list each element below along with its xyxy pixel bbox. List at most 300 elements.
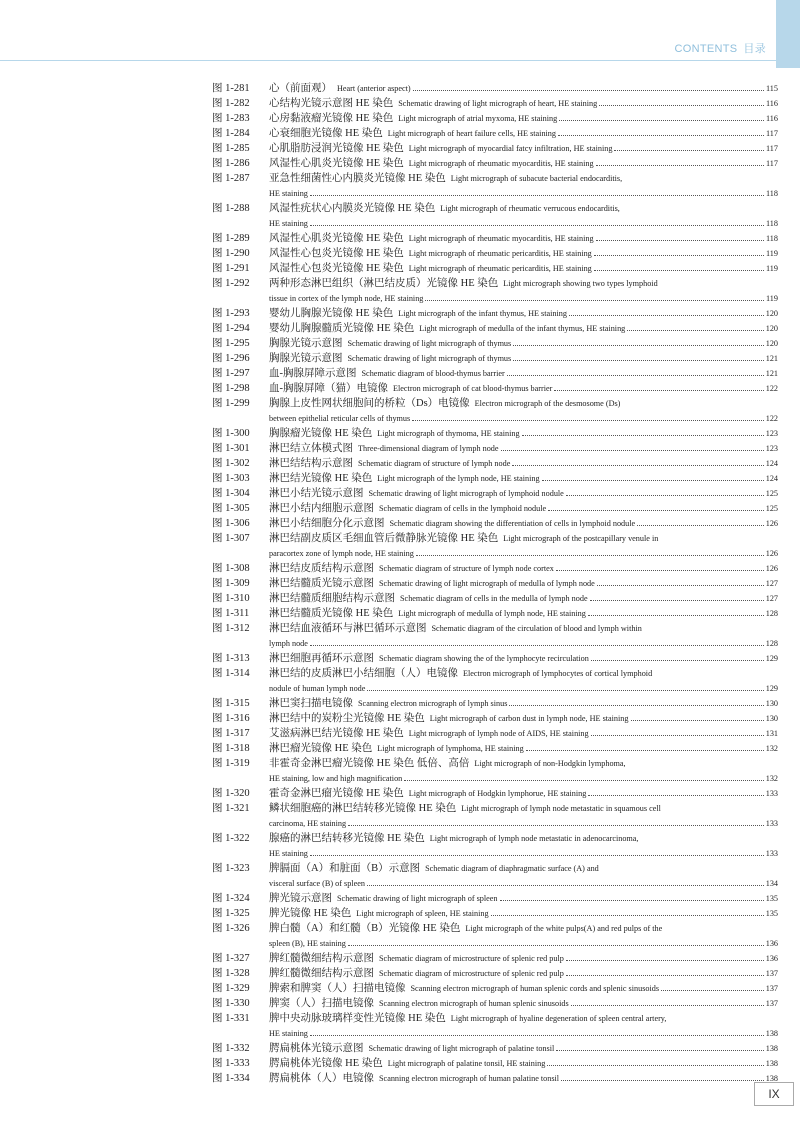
english-title: Light micrograph of medulla of lymph node, HE staining — [398, 609, 586, 618]
page-ref: 126 — [765, 564, 778, 573]
english-title: Schematic drawing of light micrograph of spleen — [337, 894, 498, 903]
entry-line-continued — [269, 876, 778, 891]
english-title-continued: HE staining — [269, 1029, 308, 1038]
figure-number: 图 1-292 — [212, 278, 250, 289]
toc-entry — [212, 651, 778, 666]
english-title: Schematic drawing of light micrograph of medulla of lymph node — [379, 579, 595, 588]
figure-number: 图 1-298 — [212, 383, 250, 394]
chinese-title: 脾膈面（A）和脏面（B）示意图 — [269, 863, 421, 874]
toc-entry — [212, 756, 778, 786]
figure-number: 图 1-308 — [212, 563, 250, 574]
entry-title — [269, 561, 554, 576]
entry-body — [269, 696, 778, 711]
toc-entry — [212, 1041, 778, 1056]
entry-line — [269, 276, 778, 291]
entry-title — [269, 951, 564, 966]
english-title: Light micrograph of lymph node of AIDS, HE staining — [408, 729, 589, 738]
english-title: Schematic diagram of cells in the lymphoid nodule — [379, 504, 547, 513]
entry-title — [269, 366, 505, 381]
page-ref: 137 — [765, 969, 778, 978]
entry-title — [269, 456, 510, 471]
entry-title — [269, 996, 569, 1011]
english-title: Light micrograph of rheumatic verrucous endocarditis, — [440, 204, 620, 213]
toc-entry — [212, 921, 778, 951]
english-title: Light micrograph of rheumatic myocarditis, HE staining — [408, 234, 594, 243]
english-title: Light micrograph of non-Hodgkin lymphoma, — [474, 759, 626, 768]
entry-body — [269, 306, 778, 321]
dot-leader — [594, 270, 764, 271]
entry-body — [269, 501, 778, 516]
entry-title-continued — [269, 291, 423, 306]
figure-number: 图 1-328 — [212, 968, 250, 979]
entry-title-continued — [269, 1026, 308, 1041]
page-ref: 132 — [765, 744, 778, 753]
chinese-title: 心肌脂肪浸润光镜像 HE 染色 — [269, 143, 404, 154]
entry-title — [269, 756, 626, 771]
toc-entry — [212, 396, 778, 426]
toc-entry — [212, 156, 778, 171]
entry-body — [269, 606, 778, 621]
chinese-title: 腭扁桃体光镜示意图 — [269, 1043, 364, 1054]
entry-body — [269, 96, 778, 111]
english-title: Schematic drawing of light micrograph of lymphoid nodule — [368, 489, 564, 498]
toc-entry — [212, 246, 778, 261]
entry-title — [269, 171, 622, 186]
entry-body — [269, 576, 778, 591]
entry-body — [269, 516, 778, 531]
entry-line — [269, 201, 778, 216]
chinese-title: 婴幼儿胸腺光镜像 HE 染色 — [269, 308, 394, 319]
figure-number: 图 1-333 — [212, 1058, 250, 1069]
dot-leader — [569, 315, 764, 316]
running-header — [674, 40, 766, 56]
entry-title-continued — [269, 816, 346, 831]
entry-line-continued — [269, 411, 778, 426]
chinese-title: 风湿性心肌炎光镜像 HE 染色 — [269, 158, 404, 169]
entry-title — [269, 351, 511, 366]
dot-leader — [404, 780, 763, 781]
entry-title — [269, 906, 489, 921]
figure-number: 图 1-317 — [212, 728, 250, 739]
english-title: Electron micrograph of lymphocytes of cortical lymphoid — [463, 669, 653, 678]
entry-body — [269, 1011, 778, 1041]
entry-body — [269, 951, 778, 966]
dot-leader — [513, 345, 764, 346]
entry-line — [269, 981, 778, 996]
figure-number: 图 1-319 — [212, 758, 250, 769]
chinese-title: 淋巴小结内细胞示意图 — [269, 503, 374, 514]
page-ref: 120 — [765, 339, 778, 348]
entry-title-continued — [269, 771, 402, 786]
dot-leader — [310, 1035, 764, 1036]
dot-leader — [661, 990, 764, 991]
figure-number: 图 1-294 — [212, 323, 250, 334]
entry-title — [269, 1056, 545, 1071]
entry-line — [269, 366, 778, 381]
figure-number: 图 1-334 — [212, 1073, 250, 1084]
entry-body — [269, 81, 778, 96]
dot-leader — [542, 480, 764, 481]
entry-body — [269, 351, 778, 366]
dot-leader — [547, 1065, 763, 1066]
entry-line — [269, 501, 778, 516]
entry-title — [269, 276, 658, 291]
figure-number: 图 1-311 — [212, 608, 250, 619]
page-ref: 118 — [766, 189, 778, 198]
figure-number: 图 1-323 — [212, 863, 250, 874]
entry-line — [269, 531, 778, 546]
entry-title — [269, 96, 597, 111]
english-title: Light micrograph of the lymph node, HE staining — [377, 474, 540, 483]
page-ref: 120 — [765, 309, 778, 318]
chinese-title: 腺癌的淋巴结转移光镜像 HE 染色 — [269, 833, 425, 844]
entry-body — [269, 921, 778, 951]
dot-leader — [416, 555, 764, 556]
toc-entry — [212, 111, 778, 126]
entry-line-continued — [269, 186, 778, 201]
chinese-title: 风湿性疣状心内膜炎光镜像 HE 染色 — [269, 203, 436, 214]
toc-entry — [212, 501, 778, 516]
figure-number: 图 1-327 — [212, 953, 250, 964]
dot-leader — [631, 720, 764, 721]
english-title-continued: visceral surface (B) of spleen — [269, 879, 365, 888]
dot-leader — [413, 90, 764, 91]
entry-body — [269, 906, 778, 921]
entry-line — [269, 261, 778, 276]
figure-number: 图 1-293 — [212, 308, 250, 319]
figure-number: 图 1-286 — [212, 158, 250, 169]
toc-entry — [212, 441, 778, 456]
page-ref: 122 — [765, 384, 778, 393]
toc-entry — [212, 741, 778, 756]
chinese-title: 两种形态淋巴组织（淋巴结皮质）光镜像 HE 染色 — [269, 278, 499, 289]
toc-entry — [212, 696, 778, 711]
page-ref: 136 — [765, 954, 778, 963]
dot-leader — [571, 1005, 764, 1006]
page-ref: 136 — [765, 939, 778, 948]
chinese-title: 脾光镜像 HE 染色 — [269, 908, 352, 919]
entry-body — [269, 726, 778, 741]
entry-body — [269, 441, 778, 456]
figure-number: 图 1-313 — [212, 653, 250, 664]
page-ref: 123 — [765, 429, 778, 438]
chinese-title: 脾白髓（A）和红髓（B）光镜像 HE 染色 — [269, 923, 461, 934]
english-title: Schematic drawing of light micrograph of palatine tonsil — [368, 1044, 555, 1053]
entry-line — [269, 606, 778, 621]
toc-entry — [212, 456, 778, 471]
toc-entry — [212, 531, 778, 561]
chinese-title: 脾中央动脉玻璃样变性光镜像 HE 染色 — [269, 1013, 446, 1024]
chinese-title: 淋巴窦扫描电镜像 — [269, 698, 353, 709]
entry-title-continued — [269, 876, 365, 891]
dot-leader — [627, 330, 763, 331]
dot-leader — [348, 825, 764, 826]
entry-title-continued — [269, 186, 308, 201]
entry-title — [269, 156, 594, 171]
entry-title — [269, 726, 589, 741]
figure-number: 图 1-289 — [212, 233, 250, 244]
chinese-title: 胸腺光镜示意图 — [269, 338, 343, 349]
english-title: Light micrograph of spleen, HE staining — [356, 909, 489, 918]
dot-leader — [590, 600, 764, 601]
toc-entry — [212, 321, 778, 336]
figure-number: 图 1-296 — [212, 353, 250, 364]
english-title-continued: tissue in cortex of the lymph node, HE staining — [269, 294, 424, 303]
toc-entry — [212, 276, 778, 306]
chinese-title: 心衰细胞光镜像 HE 染色 — [269, 128, 383, 139]
page-ref: 126 — [765, 519, 778, 528]
chinese-title: 淋巴细胞再循环示意图 — [269, 653, 374, 664]
figure-number: 图 1-288 — [212, 203, 250, 214]
dot-leader — [491, 915, 764, 916]
chinese-title: 艾滋病淋巴结光镜像 HE 染色 — [269, 728, 404, 739]
entry-body — [269, 456, 778, 471]
entry-body — [269, 1041, 778, 1056]
english-title: Light micrograph of carbon dust in lymph node, HE staining — [429, 714, 629, 723]
figure-number: 图 1-315 — [212, 698, 250, 709]
toc-entry — [212, 951, 778, 966]
entry-body — [269, 996, 778, 1011]
entry-title — [269, 921, 662, 936]
page-ref: 130 — [765, 699, 778, 708]
chinese-title: 血-胸腺屏障示意图 — [269, 368, 357, 379]
dot-leader — [512, 465, 763, 466]
toc-entry — [212, 1056, 778, 1071]
english-title-continued: HE staining — [269, 849, 308, 858]
entry-line — [269, 246, 778, 261]
chinese-title: 脾光镜示意图 — [269, 893, 332, 904]
toc-entry — [212, 96, 778, 111]
chinese-title: 脾红髓微细结构示意图 — [269, 968, 374, 979]
entry-body — [269, 246, 778, 261]
entry-line — [269, 516, 778, 531]
english-title: Schematic diagram of structure of lymph node — [358, 459, 511, 468]
entry-title — [269, 711, 629, 726]
figure-number: 图 1-305 — [212, 503, 250, 514]
entry-line — [269, 666, 778, 681]
entry-line — [269, 306, 778, 321]
english-title: Light micrograph of heart failure cells, HE staining — [387, 129, 556, 138]
toc-entry — [212, 171, 778, 201]
page-ref: 121 — [765, 354, 778, 363]
english-title: Light micrograph of myocardial fatcy infiltration, HE staining — [408, 144, 613, 153]
toc-entry — [212, 381, 778, 396]
toc-entry — [212, 306, 778, 321]
entry-line — [269, 966, 778, 981]
page-ref: 138 — [765, 1029, 778, 1038]
entry-line — [269, 456, 778, 471]
english-title: Schematic diagram of blood-thymus barrier — [361, 369, 505, 378]
contents-label-cn: 目录 — [743, 43, 766, 55]
entry-title-continued — [269, 846, 308, 861]
english-title: Schematic drawing of light micrograph of thymus — [347, 354, 512, 363]
page-ref: 125 — [765, 504, 778, 513]
entry-line — [269, 741, 778, 756]
entry-line — [269, 1011, 778, 1026]
toc-entry — [212, 81, 778, 96]
dot-leader — [367, 885, 764, 886]
page-ref: 135 — [765, 894, 778, 903]
entry-line-continued — [269, 291, 778, 306]
page-ref: 121 — [765, 369, 778, 378]
figure-number: 图 1-312 — [212, 623, 250, 634]
figure-number: 图 1-330 — [212, 998, 250, 1009]
english-title: Light micrograph of rheumatic pericarditis, HE staining — [408, 249, 592, 258]
chinese-title: 霍奇金淋巴瘤光镜像 HE 染色 — [269, 788, 404, 799]
entry-body — [269, 621, 778, 651]
entry-title — [269, 966, 564, 981]
entry-line — [269, 951, 778, 966]
chinese-title: 淋巴结中的炭粉尘光镜像 HE 染色 — [269, 713, 425, 724]
entry-line — [269, 171, 778, 186]
english-title: Light micrograph of rheumatic pericarditis, HE staining — [408, 264, 592, 273]
english-title: Schematic drawing of light micrograph of heart, HE staining — [398, 99, 598, 108]
chinese-title: 淋巴小结细胞分化示意图 — [269, 518, 385, 529]
entry-body — [269, 336, 778, 351]
entry-line — [269, 1071, 778, 1086]
english-title: Schematic diagram of structure of lymph node cortex — [379, 564, 554, 573]
page-ref: 124 — [765, 474, 778, 483]
figure-number: 图 1-281 — [212, 83, 250, 94]
entry-title — [269, 126, 556, 141]
chinese-title: 胸腺上皮性网状细胞间的桥粒（Ds）电镜像 — [269, 398, 470, 409]
entry-body — [269, 321, 778, 336]
toc-entry — [212, 1071, 778, 1086]
figure-number: 图 1-284 — [212, 128, 250, 139]
dot-leader — [566, 960, 764, 961]
english-title: Schematic diagram showing the differentiation of cells in lymphoid nodule — [389, 519, 636, 528]
entry-title — [269, 486, 564, 501]
chinese-title: 心房黏液瘤光镜像 HE 染色 — [269, 113, 394, 124]
entry-line — [269, 81, 778, 96]
chinese-title: 风湿性心肌炎光镜像 HE 染色 — [269, 233, 404, 244]
contents-label: CONTENTS — [674, 43, 738, 55]
dot-leader — [594, 255, 764, 256]
entry-line-continued — [269, 636, 778, 651]
entry-body — [269, 756, 778, 786]
entry-body — [269, 231, 778, 246]
figure-number: 图 1-302 — [212, 458, 250, 469]
english-title: Light micrograph of the postcapillary venule in — [503, 534, 659, 543]
entry-body — [269, 141, 778, 156]
page-ref: 128 — [765, 639, 778, 648]
side-color-tab — [776, 0, 800, 68]
toc-entry — [212, 426, 778, 441]
figure-number: 图 1-285 — [212, 143, 250, 154]
english-title: Schematic diagram of microstructure of splenic red pulp — [379, 969, 564, 978]
chinese-title: 淋巴结副皮质区毛细血管后微静脉光镜像 HE 染色 — [269, 533, 499, 544]
dot-leader — [310, 195, 764, 196]
page-ref: 118 — [766, 234, 778, 243]
entry-line — [269, 96, 778, 111]
page-ref: 129 — [765, 684, 778, 693]
dot-leader — [566, 495, 764, 496]
entry-line — [269, 426, 778, 441]
english-title: Electron micrograph of the desmosome (Ds) — [474, 399, 621, 408]
entry-line — [269, 441, 778, 456]
entry-line — [269, 861, 778, 876]
chinese-title: 淋巴瘤光镜像 HE 染色 — [269, 743, 373, 754]
english-title: Electron micrograph of cat blood-thymus barrier — [393, 384, 553, 393]
header-rule — [0, 60, 800, 61]
figure-number: 图 1-283 — [212, 113, 250, 124]
english-title: Heart (anterior aspect) — [337, 84, 411, 93]
toc-entry — [212, 891, 778, 906]
toc-entry — [212, 516, 778, 531]
toc-entry — [212, 366, 778, 381]
entry-title — [269, 321, 625, 336]
page-number: IX — [754, 1082, 794, 1106]
figure-number: 图 1-297 — [212, 368, 250, 379]
entry-title — [269, 831, 638, 846]
english-title: Light micrograph of hyaline degeneration of spleen central artery, — [450, 1014, 667, 1023]
english-title: Scanning electron micrograph of human palatine tonsil — [379, 1074, 560, 1083]
chinese-title: 淋巴结髓质光镜示意图 — [269, 578, 374, 589]
toc-entry — [212, 621, 778, 651]
toc-entry — [212, 786, 778, 801]
page-ref: 137 — [765, 999, 778, 1008]
entry-body — [269, 591, 778, 606]
entry-line — [269, 726, 778, 741]
entry-line-continued — [269, 1026, 778, 1041]
toc-entry — [212, 126, 778, 141]
english-title-continued: nodule of human lymph node — [269, 684, 366, 693]
toc-entry — [212, 351, 778, 366]
page-ref: 127 — [765, 594, 778, 603]
chinese-title: 心（前面观） — [269, 83, 332, 94]
chinese-title: 脾窦（人）扫描电镜像 — [269, 998, 374, 1009]
dot-leader — [614, 150, 764, 151]
toc-entry — [212, 201, 778, 231]
entry-title — [269, 471, 540, 486]
figure-number: 图 1-324 — [212, 893, 250, 904]
figure-number: 图 1-325 — [212, 908, 250, 919]
dot-leader — [425, 300, 764, 301]
english-title: Light micrograph of palatine tonsil, HE staining — [387, 1059, 546, 1068]
entry-body — [269, 261, 778, 276]
dot-leader — [310, 225, 764, 226]
figure-number: 图 1-307 — [212, 533, 250, 544]
entry-title — [269, 666, 652, 681]
english-title: Schematic drawing of light micrograph of thymus — [347, 339, 512, 348]
toc-entry — [212, 711, 778, 726]
entry-title — [269, 246, 592, 261]
toc-entry — [212, 336, 778, 351]
entry-body — [269, 201, 778, 231]
dot-leader — [591, 735, 764, 736]
entry-title — [269, 591, 588, 606]
entry-title — [269, 201, 620, 216]
entry-title — [269, 576, 595, 591]
entry-title — [269, 516, 635, 531]
page-ref: 133 — [765, 849, 778, 858]
chinese-title: 淋巴结血液循环与淋巴循环示意图 — [269, 623, 427, 634]
entry-title — [269, 381, 552, 396]
figure-number: 图 1-321 — [212, 803, 250, 814]
toc-entry — [212, 471, 778, 486]
entry-body — [269, 111, 778, 126]
entry-title — [269, 1071, 559, 1086]
english-title: Light micrograph of lymph node metastatic in adenocarcinoma, — [429, 834, 639, 843]
entry-body — [269, 1056, 778, 1071]
figure-number: 图 1-316 — [212, 713, 250, 724]
toc-entry — [212, 486, 778, 501]
figure-number: 图 1-331 — [212, 1013, 250, 1024]
chinese-title: 鳞状细胞癌的淋巴结转移光镜像 HE 染色 — [269, 803, 457, 814]
figure-number: 图 1-287 — [212, 173, 250, 184]
entry-body — [269, 651, 778, 666]
entry-line-continued — [269, 816, 778, 831]
